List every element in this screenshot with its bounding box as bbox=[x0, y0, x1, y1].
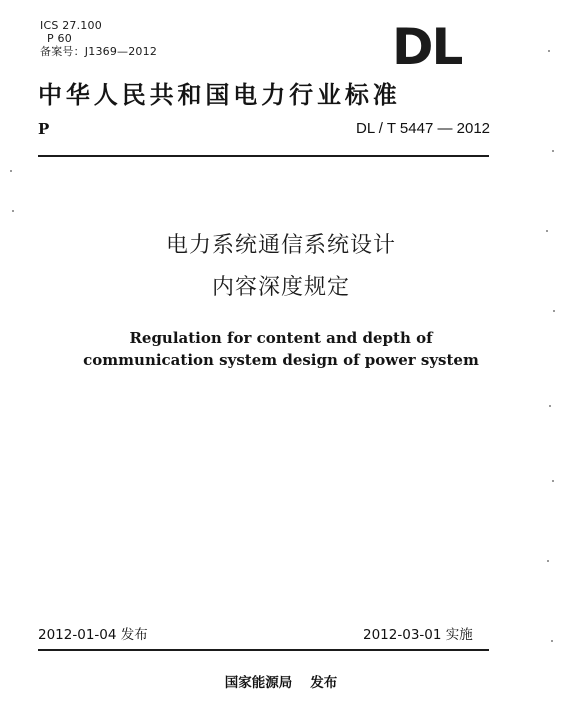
record-number: 备案号：J1369—2012 bbox=[40, 45, 158, 58]
header-rule bbox=[38, 155, 489, 157]
issuer-action: 发布 bbox=[310, 675, 338, 691]
classification-code: P 60 bbox=[47, 32, 72, 45]
category-letter: P bbox=[38, 120, 50, 138]
title-english-line-1: Regulation for content and depth of bbox=[129, 329, 433, 347]
title-chinese-line-1: 电力系统通信系统设计 bbox=[165, 233, 396, 258]
issuer-name: 国家能源局 bbox=[224, 675, 293, 691]
title-chinese-line-2: 内容深度规定 bbox=[211, 275, 350, 300]
effective-date: 2012-03-01 实施 bbox=[363, 627, 473, 643]
standard-number: DL / T 5447 — 2012 bbox=[356, 120, 490, 137]
dl-logo: DL bbox=[392, 18, 462, 76]
title-english-line-2: communication system design of power system bbox=[83, 351, 479, 369]
issue-date: 2012-01-04 发布 bbox=[38, 627, 148, 643]
ics-code: ICS 27.100 bbox=[40, 19, 102, 32]
footer-rule bbox=[38, 649, 489, 651]
industry-standard-title: 中华人民共和国电力行业标准 bbox=[38, 80, 401, 109]
issuer-line bbox=[0, 674, 562, 692]
